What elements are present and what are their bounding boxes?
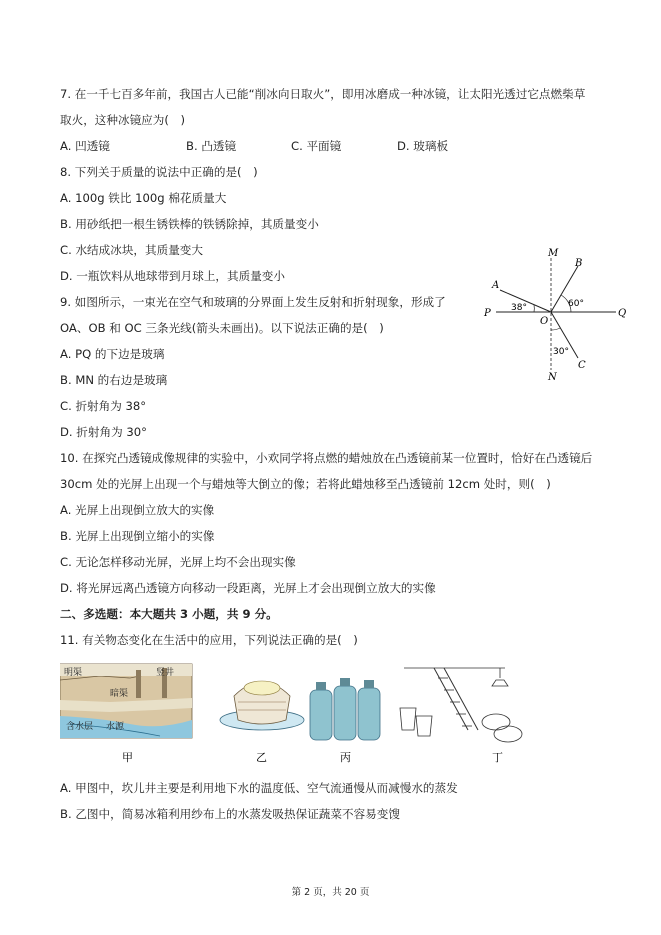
karez-label-underground-channel: 暗渠 [110,689,129,699]
figure-label-yi: 乙 [256,751,267,764]
label-a: A [492,280,500,291]
q9-option-c[interactable]: C. 折射角为 38° [60,399,147,413]
q8-option-a[interactable]: A. 100g 铁比 100g 棉花质量大 [60,191,227,205]
q11-figures [60,658,615,768]
angle-label-c: 30° [553,347,569,357]
arc-angle-c [551,328,560,330]
q10-option-b[interactable]: B. 光屏上出现倒立缩小的实像 [60,529,215,543]
section-heading-multiple-choice: 二、多选题：本大题共 3 小题，共 9 分。 [60,607,278,621]
q10-option-c[interactable]: C. 无论怎样移动光屏，光屏上均不会出现实像 [60,555,296,569]
q8-option-c[interactable]: C. 水结成冰块，其质量变大 [60,243,203,257]
karez-label-water-source: 水源 [106,722,125,732]
label-o: O [540,316,549,327]
q9-stem-line2: OA、OB 和 OC 三条光线(箭头未画出)。以下说法正确的是( ) [60,321,384,335]
figure-label-bing: 丙 [340,751,351,764]
q10-stem-line1: 10. 在探究凸透镜成像规律的实验中，小欢同学将点燃的蜡烛放在凸透镜前某一位置时，恰好在凸透镜后 [60,451,593,465]
q8-option-d[interactable]: D. 一瓶饮料从地球带到月球上，其质量变小 [60,269,285,283]
figure-cellar-ladder [400,668,522,764]
figure-gas-cylinders [310,678,380,764]
label-m: M [548,248,559,259]
figure-karez [60,664,192,764]
q9-option-a[interactable]: A. PQ 的下边是玻璃 [60,347,165,361]
q9-stem-line1: 9. 如图所示，一束光在空气和玻璃的分界面上发生反射和折射现象，形成了 [60,295,446,309]
label-n: N [548,372,557,383]
q7-option-d[interactable]: D. 玻璃板 [397,139,449,153]
figure-label-ding: 丁 [492,751,503,764]
q7-stem-line2: 取火，这种冰镜应为( ) [60,113,185,127]
angle-label-a: 38° [511,303,527,313]
q11-stem: 11. 有关物态变化在生活中的应用，下列说法正确的是( ) [60,633,358,647]
karez-label-aquifer: 含水层 [66,722,94,732]
figure-simple-fridge [220,681,304,764]
light-refraction-diagram [478,244,628,384]
q7-option-a[interactable]: A. 凹透镜 [60,139,110,153]
q8-stem: 8. 下列关于质量的说法中正确的是( ) [60,165,258,179]
page-footer: 第 2 页，共 20 页 [291,887,370,898]
label-b: B [575,258,583,269]
label-c: C [578,360,586,371]
q10-option-a[interactable]: A. 光屏上出现倒立放大的实像 [60,503,215,517]
q10-stem-line2: 30cm 处的光屏上出现一个与蜡烛等大倒立的像；若将此蜡烛移至凸透镜前 12cm 处时，则( ) [60,477,551,491]
karez-label-vertical-shaft: 竖井 [156,668,175,678]
q8-option-b[interactable]: B. 用砂纸把一根生锈铁棒的铁锈除掉，其质量变小 [60,217,319,231]
q7-option-c[interactable]: C. 平面镜 [291,139,342,153]
label-q: Q [618,308,627,319]
q7-stem-line1: 7. 在一千七百多年前，我国古人已能“削冰向日取火”，即用冰磨成一种冰镜，让太阳光透过它点燃柴草 [60,87,586,101]
q9-option-d[interactable]: D. 折射角为 30° [60,425,147,439]
q7-option-b[interactable]: B. 凸透镜 [186,139,237,153]
q11-option-b[interactable]: B. 乙图中，简易冰箱利用纱布上的水蒸发吸热保证蔬菜不容易变馊 [60,807,400,821]
figure-label-jia: 甲 [122,751,133,764]
karez-label-open-channel: 明渠 [64,668,83,678]
label-p: P [484,308,491,319]
q9-option-b[interactable]: B. MN 的右边是玻璃 [60,373,168,387]
q10-option-d[interactable]: D. 将光屏远离凸透镜方向移动一段距离，光屏上才会出现倒立放大的实像 [60,581,436,595]
angle-label-b: 60° [568,299,584,309]
q11-option-a[interactable]: A. 甲图中，坎儿井主要是利用地下水的温度低、空气流通慢从而减慢水的蒸发 [60,781,458,795]
